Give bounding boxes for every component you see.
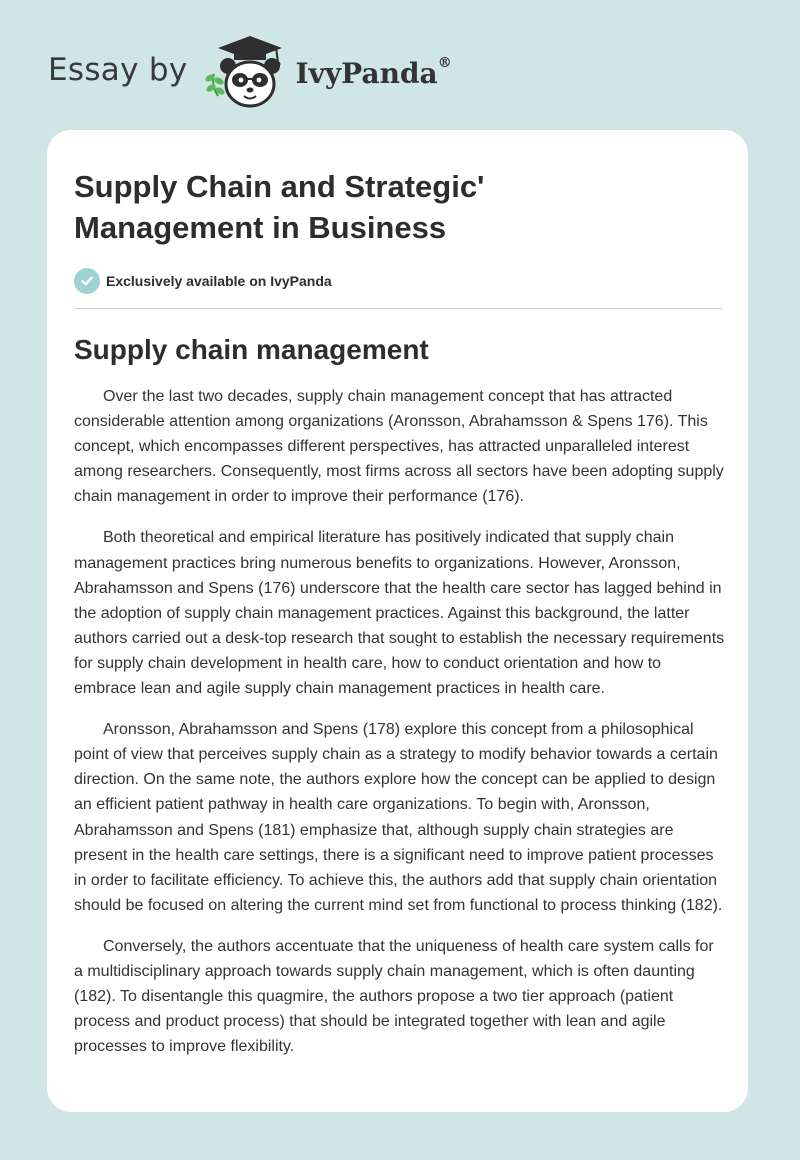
essay-body (74, 384, 725, 1059)
check-icon (74, 268, 100, 294)
paragraph: Over the last two decades, supply chain management concept that has attracted considerable attention among organizations (Aronsson, Abrahamsson & Spens 176). This concept, which encompasses different perspectives, has attracted unparalleled interest among researchers. Consequently, most firms across all sectors have been adopting supply chain management in order to improve their performance (176). (74, 388, 724, 506)
paragraph: Both theoretical and empirical literature has positively indicated that supply chain management practices bring numerous benefits to organizations. However, Aronsson, Abrahamsson and Spens (176) underscore that the health care sector has lagged behind in the adoption of supply chain management practices. Against this background, the latter authors carried out a desk-top research that sought to establish the necessary requirements for supply chain development in health care, how to conduct orientation and how to embrace lean and agile supply chain management practices in health care. (74, 529, 725, 698)
badge-label: Exclusively available on IvyPanda (106, 273, 332, 289)
brand-name[interactable] (295, 54, 452, 90)
divider (74, 308, 722, 309)
leaf-icon (204, 73, 226, 96)
paragraph: Aronsson, Abrahamsson and Spens (178) explore this concept from a philosophical point of view that perceives supply chain as a strategy to modify behavior towards a certain direction. On the same note, the authors explore how the concept can be applied to design an efficient patient pathway in health care organizations. To begin with, Aronsson, Abrahamsson and Spens (181) emphasize that, although supply chain strategies are present in the health care settings, there is a significant need to improve patient processes in order to facilitate efficiency. To achieve this, the authors add that supply chain orientation should be focused on altering the current mind set from functional to process thinking (182). (74, 721, 723, 914)
exclusive-badge (74, 268, 722, 294)
site-header (48, 34, 452, 110)
registered-mark: ® (437, 54, 452, 71)
paragraph: Conversely, the authors accentuate that the uniqueness of health care system calls for a multidisciplinary approach towards supply chain management, which is often daunting (182). To disentangle this quagmire, the authors propose a two tier approach (patient process and product process) that should be integrated together with lean and agile processes to improve flexibility. (74, 937, 714, 1056)
panda-logo-icon[interactable] (200, 34, 290, 110)
essay-by-label: Essay by (48, 52, 188, 88)
essay-card (47, 130, 748, 1112)
section-heading: Supply chain management (74, 334, 429, 365)
essay-title: Supply Chain and Strategic' Management in Business (74, 169, 485, 245)
brand-text: IvyPanda (295, 56, 438, 90)
